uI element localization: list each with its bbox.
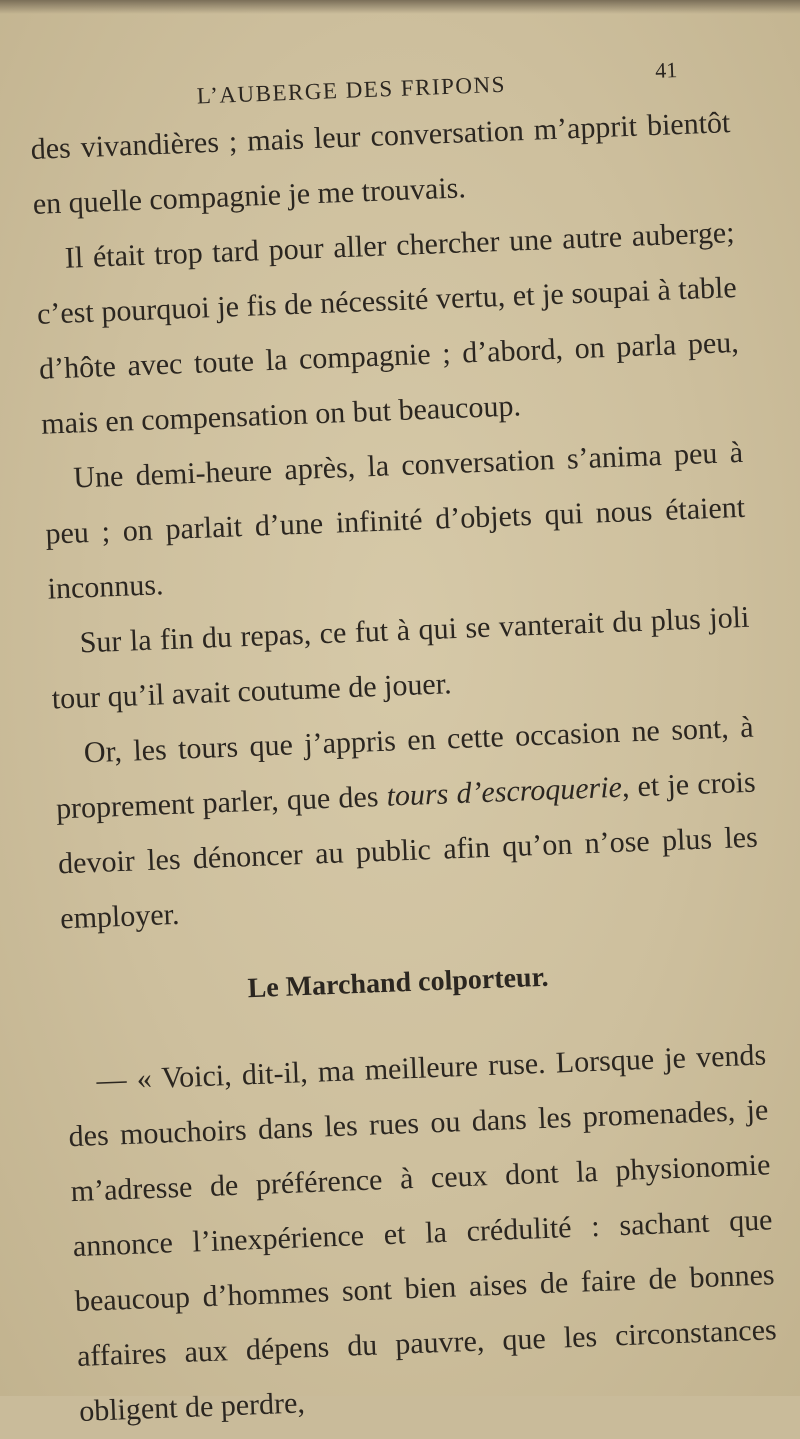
paragraph: Il était trop tard pour aller chercher une autre auberge; c’est pourquoi je fis de nécessité vertu, et je soupai à table d’hôte avec toute la compagnie ; d’abord, on parla peu, mais en compensation on but beaucoup. (36, 216, 740, 441)
paragraph: — « Voici, dit-il, ma meilleure ruse. Lorsque je vends des mouchoirs dans les rues ou dans les promenades, je m’adresse de préférence à ceux dont la physionomie annonce l’inexpérience et la crédulité : sachant que beaucoup d’hommes sont bien aises de faire de bonnes affaires aux dépens du pauvre, que les circonstances obligent de perdre, (68, 1038, 778, 1429)
paragraph-text: Or, les tours que j’appris en cette occasion ne sont, à proprement parler, que des (55, 710, 755, 826)
italic-phrase: tours d’escroquerie (385, 770, 623, 813)
page-edge-shadow (0, 0, 800, 14)
text-block (28, 51, 780, 1439)
paragraph-continued: des vivandières ; mais leur conversation m’apprit bientôt en quelle compagnie je me trouvais. (30, 106, 731, 221)
running-title: L’AUBERGE DES FRIPONS (196, 71, 507, 109)
paragraph-escroquerie (53, 700, 761, 947)
paragraph-text: , et je crois devoir les dénoncer au public afin qu’on n’ose plus les employer. (57, 765, 759, 936)
paragraph: Une demi-heure après, la conversation s’anima peu à peu ; on parlait d’une infinité d’objets qui nous étaient inconnus. (44, 435, 746, 606)
section-heading: Le Marchand colporteur. (247, 961, 549, 1005)
paragraph: Sur la fin du repas, ce fut à qui se vanterait du plus joli tour qu’il avait coutume de jouer. (51, 600, 750, 716)
page-number: 41 (654, 57, 678, 83)
